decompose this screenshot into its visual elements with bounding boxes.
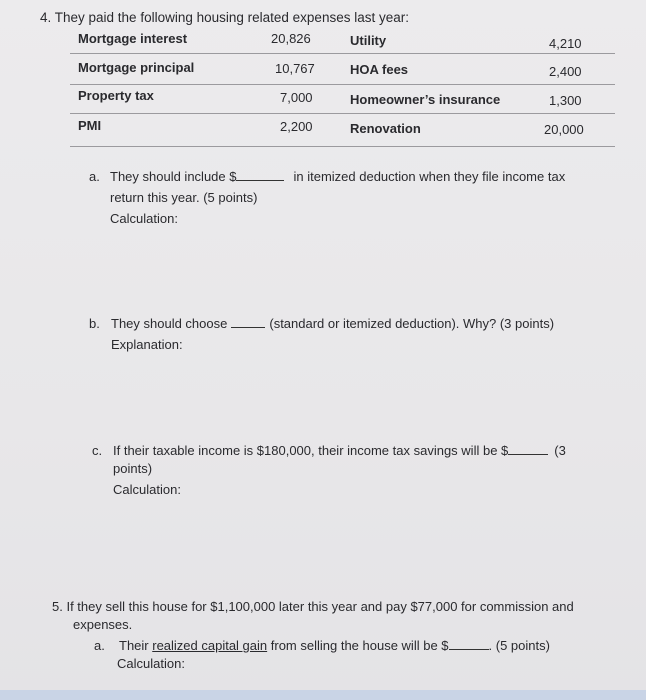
- q5-heading: 5. If they sell this house for $1,100,000 later this year and pay $77,000 for commission and: [52, 599, 574, 614]
- row1-label2: Utility: [350, 33, 387, 48]
- q5a-calculation-label: Calculation:: [117, 656, 185, 671]
- row4-label2: Renovation: [350, 121, 421, 136]
- row4-value: 2,200: [280, 119, 313, 134]
- q4b-line1: [111, 316, 554, 332]
- q5a-line1: [119, 638, 550, 654]
- row-divider: [70, 84, 615, 85]
- row4-label: PMI: [78, 118, 102, 133]
- q4b-answer-blank[interactable]: [231, 316, 265, 328]
- q4a-text-pre: They should include $: [110, 169, 237, 184]
- q5a-answer-blank[interactable]: [449, 638, 489, 650]
- row-divider: [70, 113, 615, 114]
- q5a-underlined-term: realized capital gain: [152, 638, 268, 653]
- row3-label2: Homeowner’s insurance: [350, 92, 501, 107]
- row2-label: Mortgage principal: [78, 60, 195, 75]
- bottom-edge: [0, 690, 646, 700]
- row2-value2: 2,400: [549, 64, 582, 79]
- q4c-text-pre: If their taxable income is $180,000, their income tax savings will be $: [113, 443, 509, 458]
- row-divider: [70, 53, 615, 54]
- q5a-marker: a.: [94, 638, 105, 653]
- row1-label: Mortgage interest: [78, 31, 188, 46]
- q4c-answer-blank[interactable]: [508, 443, 548, 455]
- q4c-line2: points): [113, 461, 153, 476]
- row2-label2: HOA fees: [350, 62, 409, 77]
- row3-value2: 1,300: [549, 93, 582, 108]
- row1-value2: 4,210: [549, 36, 582, 51]
- row1-value: 20,826: [271, 31, 311, 46]
- row3-value: 7,000: [280, 90, 313, 105]
- q4c-line1: [113, 443, 566, 459]
- q4b-explanation-label: Explanation:: [111, 337, 183, 352]
- q4a-answer-blank[interactable]: [236, 169, 284, 181]
- q5a-text-mid: from selling the house will be $: [267, 638, 449, 653]
- q4a-calculation-label: Calculation:: [110, 211, 178, 226]
- q5a-text-post: . (5 points): [488, 638, 550, 653]
- q4a-marker: a.: [89, 169, 100, 184]
- q4c-calculation-label: Calculation:: [113, 482, 181, 497]
- row3-label: Property tax: [78, 88, 154, 103]
- q4c-text-post: (3: [554, 443, 566, 458]
- q4b-marker: b.: [89, 316, 100, 331]
- q4c-marker: c.: [92, 443, 103, 458]
- q4a-line1: [110, 169, 565, 185]
- q4b-text-post: (standard or itemized deduction). Why? (3 points): [269, 316, 555, 331]
- row4-value2: 20,000: [544, 122, 584, 137]
- q4a-text-post: in itemized deduction when they file income tax: [293, 169, 566, 184]
- q4a-line2: return this year. (5 points): [110, 190, 258, 205]
- q4-heading: 4. They paid the following housing related expenses last year:: [40, 10, 409, 25]
- q5a-text-pre: Their: [119, 638, 153, 653]
- row2-value: 10,767: [275, 61, 315, 76]
- q5-line2: expenses.: [73, 617, 133, 632]
- row-divider: [70, 146, 615, 147]
- q4b-text-pre: They should choose: [111, 316, 228, 331]
